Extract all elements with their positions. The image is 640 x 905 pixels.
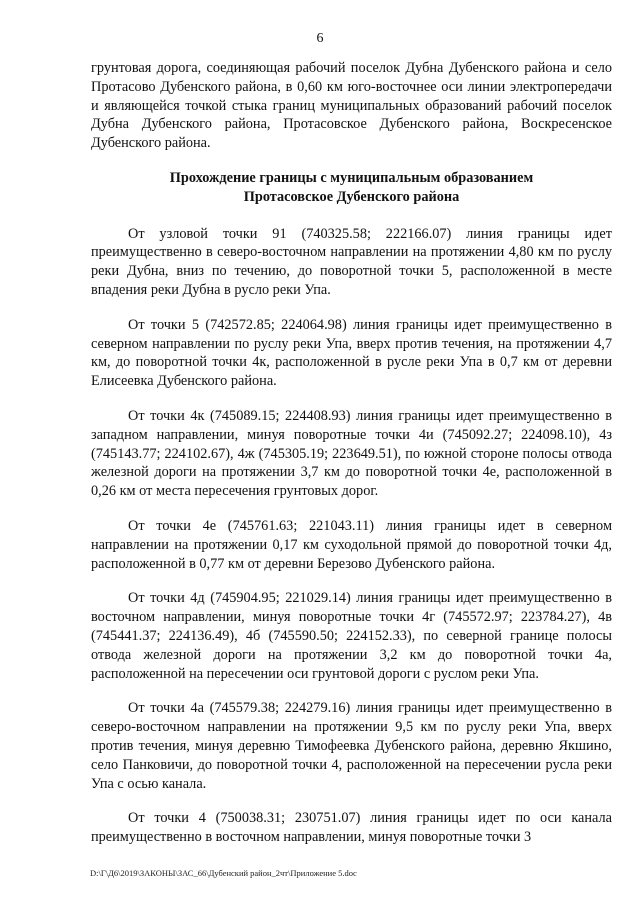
section-heading-line-1: Прохождение границы с муниципальным образованием — [169, 169, 534, 186]
page-number: 6 — [316, 31, 324, 46]
file-path-footer: D:\Г\Д6\2019\ЗАКОНЫ\ЗАС_66\Дубенский район_2чт\Приложение 5.doc — [90, 868, 357, 878]
paragraph-2: От точки 5 (742572.85; 224064.98) линия границы идет преимущественно в северном направлении по руслу реки Упа, вверх против течения, на протяжении 4,7 км, до поворотной точки 4к, расположенной в русле реки Упа в 0,7 км от деревни Елисеевка Дубенского района. — [91, 316, 612, 390]
section-heading-line-2: Протасовское Дубенского района — [243, 188, 460, 205]
paragraph-3: От точки 4к (745089.15; 224408.93) линия границы идет преимущественно в западном направлении, минуя поворотные точки 4и (745092.27; 224098.10), 4з (745143.77; 224102.67), 4ж (745305.19; 223649.51), по южной стороне полосы отвода железной дороги на протяжении 3,7 км до поворотной точки 4е, расположенной в 0,26 км от места пересечения грунтовых дорог. — [91, 407, 612, 500]
intro-paragraph: грунтовая дорога, соединяющая рабочий поселок Дубна Дубенского района и село Протасово Дубенского района, в 0,60 км юго-восточнее оси линии электропередачи и являющейся точкой стыка границ муниципальных образований рабочий поселок Дубна Дубенского района, Протасовское Дубенского района, Воскресенское Дубенского района. — [91, 60, 612, 152]
paragraph-7: От точки 4 (750038.31; 230751.07) линия границы идет по оси канала преимущественно в восточном направлении, минуя поворотные точки 3 — [91, 810, 612, 846]
document-body — [91, 59, 612, 847]
paragraph-4: От точки 4е (745761.63; 221043.11) линия границы идет в северном направлении на протяжении 0,17 км суходольной прямой до поворотной точки 4д, расположенной в 0,77 км от деревни Березово Дубенского района. — [91, 517, 612, 572]
section-heading — [91, 169, 612, 207]
paragraph-1: От узловой точки 91 (740325.58; 222166.07) линия границы идет преимущественно в северо-восточном направлении на протяжении 4,80 км по руслу реки Дубна, вниз по течению, до поворотной точки 5, расположенной в месте впадения реки Дубна в русло реки Упа. — [91, 225, 612, 298]
paragraph-6: От точки 4а (745579.38; 224279.16) линия границы идет преимущественно в северо-восточном направлении на протяжении 9,5 км по руслу реки Упа, вверх против течения, минуя деревню Тимофеевка Дубенского района, деревню Якшино, село Панковичи, до поворотной точки 4, расположенной на пересечении русла реки Упа с осью канала. — [91, 700, 612, 792]
paragraph-5: От точки 4д (745904.95; 221029.14) линия границы идет преимущественно в восточном направлении, минуя поворотные точки 4г (745572.97; 223784.27), 4в (745441.37; 224136.49), 4б (745590.50; 224152.33), по северной границе полосы отвода железной дороги на протяжении 3,2 км до поворотной точки 4а, расположенной на пересечении оси грунтовой дороги с руслом реки Упа. — [91, 590, 612, 682]
